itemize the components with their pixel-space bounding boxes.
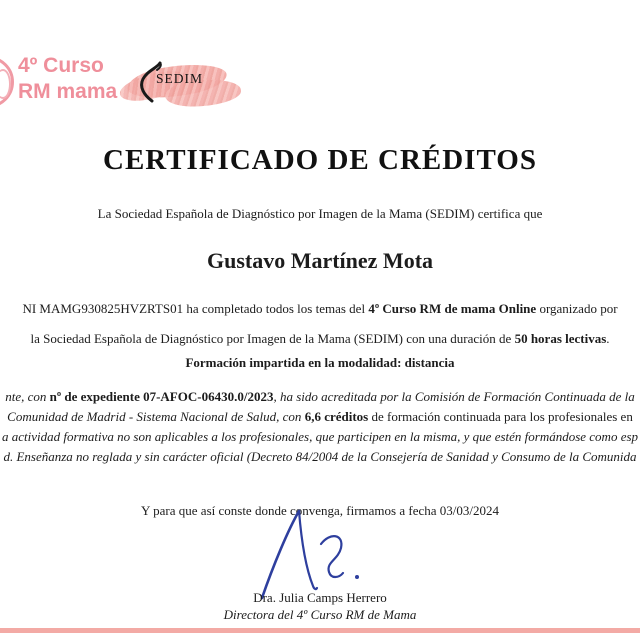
accreditation-line-3 <box>0 429 640 445</box>
course-logo-circle-icon <box>0 56 14 108</box>
course-logo <box>18 53 117 105</box>
intro-line: La Sociedad Española de Diagnóstico por Imagen de la Mama (SEDIM) certifica que <box>97 206 543 221</box>
acc-line-2-pre: Comunidad de Madrid - Sistema Nacional de Salud, con <box>7 409 305 424</box>
body-line-2-text: la Sociedad Española de Diagnóstico por Imagen de la Mama (SEDIM) con una duración de <box>30 331 515 346</box>
creditos-bold: 6,6 créditos <box>304 409 369 424</box>
body-line-2-tail: . <box>606 331 610 346</box>
signature-ink-icon <box>238 504 388 604</box>
body-line-2 <box>0 331 640 347</box>
acc-line-1-tail: , ha sido acreditada por la Comisión de Formación Continuada de la <box>273 389 635 404</box>
recipient-name: Gustavo Martínez Mota <box>206 248 434 273</box>
modality-line: Formación impartida en la modalidad: distancia <box>185 355 455 370</box>
body-line-1 <box>0 301 640 317</box>
acc-line-4-text: d. Enseñanza no reglada y sin carácter oficial (Decreto 84/2004 de la Consejería de Sanidad y Consumo de la Comunida <box>3 449 637 464</box>
hours-bold: 50 horas lectivas <box>514 331 607 346</box>
accreditation-line-1 <box>0 389 640 405</box>
certificate-title: CERTIFICADO DE CRÉDITOS <box>103 144 537 176</box>
sedim-logo <box>119 58 241 116</box>
accreditation-line-4 <box>0 449 640 465</box>
accreditation-line-2 <box>0 409 640 425</box>
course-logo-line2: RM mama <box>18 80 118 103</box>
closing-line: Y para que así conste donde convenga, firmamos a fecha 03/03/2024 <box>141 503 499 518</box>
acc-line-2-tail: de formación continuada para los profesionales en <box>368 409 633 424</box>
course-name-bold: 4º Curso RM de mama Online <box>368 301 537 316</box>
body-line-1-text: NI MAMG930825HVZRTS01 ha completado todos los temas del <box>22 301 369 316</box>
signer-name: Dra. Julia Camps Herrero <box>253 590 387 605</box>
course-logo-line1: 4º Curso <box>18 54 104 77</box>
signer-role: Directora del 4º Curso RM de Mama <box>223 607 417 622</box>
footer-accent-band <box>0 628 640 633</box>
body-line-1-tail: organizado por <box>536 301 618 316</box>
expediente-bold: nº de expediente 07-AFOC-06430.0/2023 <box>49 389 274 404</box>
acc-line-3-text: a actividad formativa no son aplicables a los profesionales, que participen en la misma, y que estén formándose como esp <box>1 429 639 444</box>
sedim-logo-label: SEDIM <box>156 71 204 86</box>
acc-line-1-pre: nte, con <box>5 389 50 404</box>
